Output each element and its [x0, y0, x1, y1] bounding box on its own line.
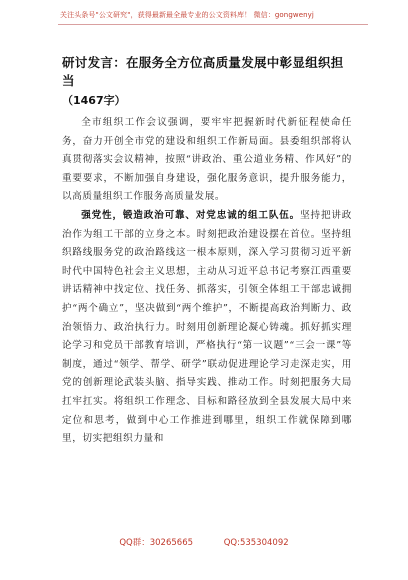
paragraph-intro: 全市组织工作会议强调，要牢牢把握新时代新征程使命任务，奋力开创全市党的建设和组织工作新局面。县委组织部将认真贯彻落实会议精神，按照“讲政治、重公道业务精、作风好”的重要要求，不断加强自身建设，强化服务意识，提升服务能力，以高质量组织工作服务高质量发展。 — [62, 117, 352, 203]
footer-contact — [0, 537, 408, 549]
footer-qq: QQ:535304092 — [223, 538, 289, 548]
document-title: 研讨发言：在服务全方位高质量发展中彰显组织担当 — [62, 55, 344, 88]
paragraph-party-spirit — [62, 207, 352, 449]
footer-qq-group: QQ群：30265665 — [119, 538, 194, 548]
paragraph-body-text: 坚持把讲政治作为组工干部的立身之本。时刻把政治建设摆在首位。坚持组织路线服务党的政治路线这一根本原则，深入学习贯彻习近平新时代中国特色社会主义思想，主动从习近平总书记考察江西重要讲话精神中找定位、找任务、抓落实，引领全体组工干部忠诚拥护“两个确立”，坚决做到“两个维护”，不断提高政治判断力、政治领悟力、政治执行力。时刻用创新理论凝心铸魂。抓好抓实理论学习和党员干部教育培训，严格执行“第一议题”“三会一课”等制度，通过“领学、帮学、研学”联动促进理论学习走深走实，用党的创新理论武装头脑、指导实践、推动工作。时刻把服务大局扛牢扛实。将组织工作理念、目标和路径放到全县发展大局中来定位和思考，做到中心工作推进到哪里，组织工作就保障到哪里，切实把组织力量和 — [62, 209, 353, 445]
paragraph-lead-heading: 强党性，锻造政治可靠、对党忠诚的组工队伍。 — [81, 209, 301, 221]
header-divider — [58, 24, 368, 25]
word-count: （1467字） — [62, 94, 126, 107]
header-banner: 关注头条号"公文研究"，获得最新最全最专业的公文资料库！ 微信：gongwenyj — [60, 11, 314, 19]
document-body — [62, 54, 352, 449]
